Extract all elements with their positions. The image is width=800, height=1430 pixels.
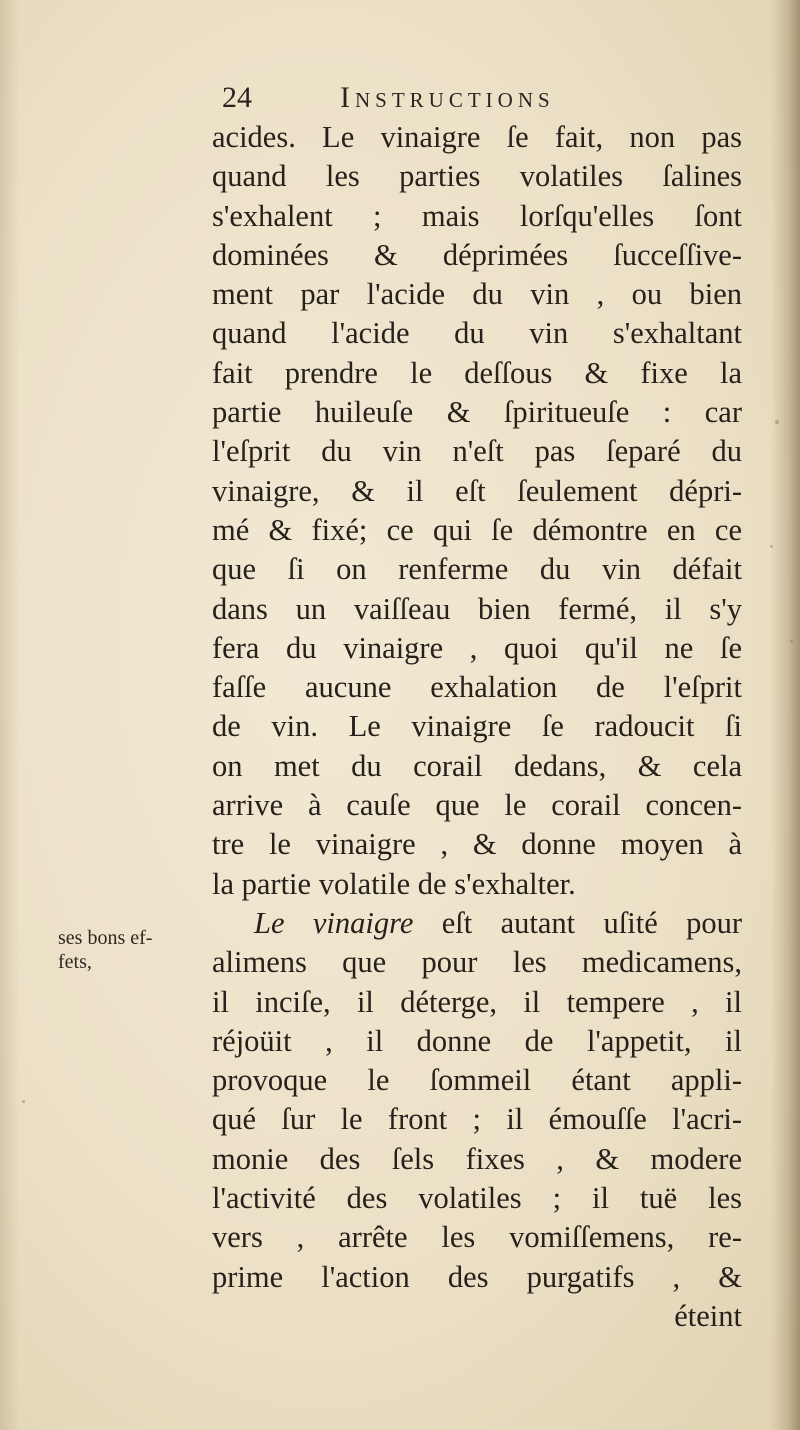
text-line: vinaigre, & il eſt ſeulement dépri- bbox=[212, 473, 742, 508]
text-line: arrive à cauſe que le corail concen- bbox=[212, 788, 742, 823]
text-line: réjoüit , il donne de l'appetit, il bbox=[212, 1023, 742, 1058]
text-line: faſſe aucune exhalation de l'eſprit bbox=[212, 670, 742, 705]
text-line: vers , arrête les vomiſſemens, re- bbox=[212, 1220, 742, 1255]
text-line: mé & fixé; ce qui ſe démontre en ce bbox=[212, 512, 742, 547]
page-gutter-shadow bbox=[0, 0, 20, 1430]
text-line: alimens que pour les medicamens, bbox=[212, 945, 742, 980]
text-line: prime l'action des purgatifs , & bbox=[212, 1259, 742, 1294]
text-line: que ſi on renferme du vin défait bbox=[212, 552, 742, 587]
text-line: tre le vinaigre , & donne moyen à bbox=[212, 827, 742, 862]
body-text bbox=[212, 118, 742, 1336]
running-head bbox=[222, 78, 642, 118]
catchword: éteint bbox=[674, 1298, 742, 1333]
margin-note-line: ses bons ef- bbox=[58, 927, 153, 949]
margin-note-line: fets, bbox=[58, 951, 92, 973]
text-line: s'exhalent ; mais lorſqu'elles ſont bbox=[212, 198, 742, 233]
text-line: la partie volatile de s'exhalter. bbox=[212, 866, 576, 901]
paragraph-first-line bbox=[212, 904, 742, 943]
text-line: quand l'acide du vin s'exhaltant bbox=[212, 316, 742, 351]
text-line: on met du corail dedans, & cela bbox=[212, 748, 742, 783]
paper-speck bbox=[775, 420, 779, 424]
text-line: il inciſe, il déterge, il tempere , il bbox=[212, 984, 742, 1019]
margin-note bbox=[58, 926, 208, 974]
text-line: fera du vinaigre , quoi qu'il ne ſe bbox=[212, 630, 742, 665]
text-line: l'eſprit du vin n'eſt pas ſeparé du bbox=[212, 434, 742, 469]
text-fragment: eſt autant uſité pour bbox=[441, 905, 743, 940]
text-line: provoque le ſommeil étant appli- bbox=[212, 1063, 742, 1098]
running-title: Instructions bbox=[340, 81, 555, 114]
text-line: dominées & déprimées ſucceſſive- bbox=[212, 237, 742, 272]
page-number: 24 bbox=[222, 81, 252, 114]
text-line: fait prendre le deſſous & fixe la bbox=[212, 355, 742, 390]
text-line: l'activité des volatiles ; il tuë les bbox=[212, 1181, 742, 1216]
emphasized-term: Le vinaigre bbox=[254, 905, 414, 940]
page-edge-shadow bbox=[770, 0, 800, 1430]
text-line: partie huileuſe & ſpiritueuſe : car bbox=[212, 395, 742, 430]
paper-speck bbox=[790, 640, 793, 643]
text-line: de vin. Le vinaigre ſe radoucit ſi bbox=[212, 709, 742, 744]
text-line: acides. Le vinaigre ſe fait, non pas bbox=[212, 120, 742, 154]
text-line: quand les parties volatiles ſalines bbox=[212, 159, 742, 194]
text-line: dans un vaiſſeau bien fermé, il s'y bbox=[212, 591, 742, 626]
text-line: monie des ſels fixes , & modere bbox=[212, 1141, 742, 1176]
paper-speck bbox=[22, 1100, 25, 1103]
text-line: qué ſur le front ; il émouſſe l'acri- bbox=[212, 1102, 742, 1137]
paper-speck bbox=[770, 545, 773, 548]
text-line: ment par l'acide du vin , ou bien bbox=[212, 277, 742, 312]
